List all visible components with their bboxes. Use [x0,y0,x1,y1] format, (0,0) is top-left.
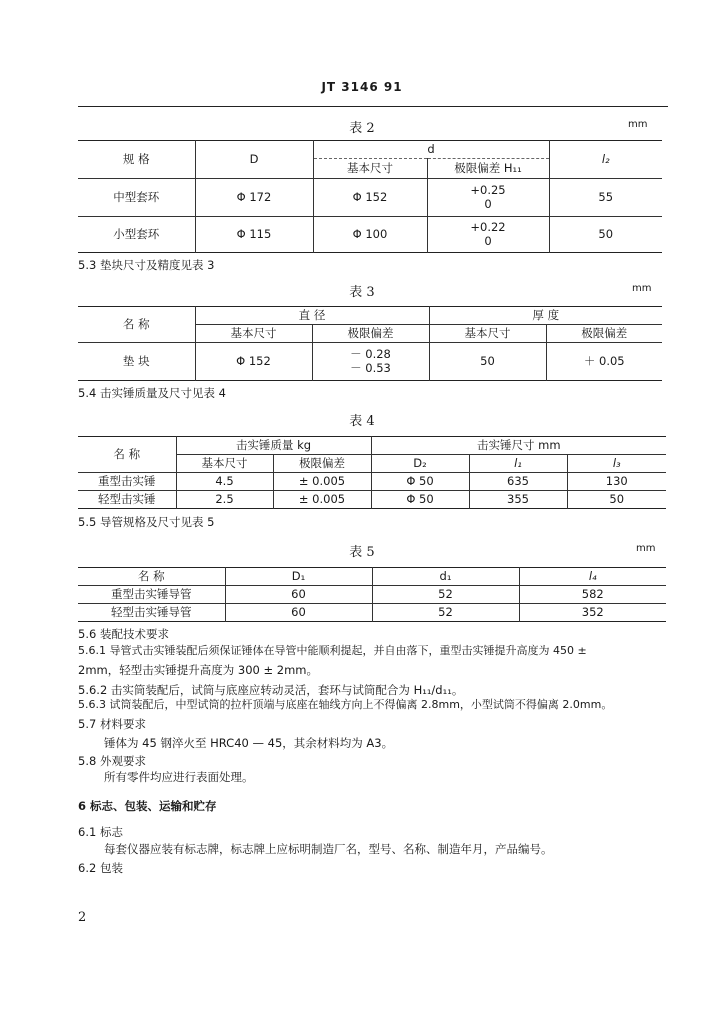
table-row [78,604,666,622]
section-5-8: 5.8 外观要求 [78,754,146,768]
table4-header-size: 击实锤尺寸 mm [371,437,666,455]
table-row [78,217,662,253]
table4-header-l3: l₃ [567,455,666,473]
table5-header-D1: D₁ [225,568,372,586]
table3-title: 表 3 [349,285,375,300]
table2-header-dev: 极限偏差 H₁₁ [427,159,549,179]
table4-header-basic: 基本尺寸 [176,455,273,473]
cell: 重型击实锤导管 [78,586,225,604]
cell: 2.5 [176,491,273,509]
cell: 轻型击实锤 [78,491,176,509]
table3-unit: mm [632,283,652,294]
section-5-8-text: 所有零件均应进行表面处理。 [104,770,254,784]
cell: 352 [519,604,666,622]
cell: 355 [469,491,567,509]
table2-header-spec: 规 格 [78,141,195,179]
section-5-3: 5.3 垫块尺寸及精度见表 3 [78,258,215,272]
header-rule [78,106,668,107]
table2-header-D: D [195,141,313,179]
table3-header-dev2: 极限偏差 [546,325,662,343]
table3-header-thickness: 厚 度 [429,307,662,325]
cell: 垫 块 [78,343,195,381]
cell: 60 [225,586,372,604]
section-5-7: 5.7 材料要求 [78,717,146,731]
cell: Φ 50 [371,473,469,491]
cell: 小型套环 [78,217,195,253]
cell: 中型套环 [78,179,195,217]
cell: 52 [372,604,519,622]
table4-header-l1: l₁ [469,455,567,473]
table5-unit: mm [636,543,656,554]
table-row [78,179,662,217]
table4-header-mass: 击实锤质量 kg [176,437,371,455]
table2-title: 表 2 [349,121,375,136]
cell: 轻型击实锤导管 [78,604,225,622]
cell: 重型击实锤 [78,473,176,491]
table2-header-d: d [313,141,549,159]
section-6-2: 6.2 包装 [78,861,123,875]
cell: 635 [469,473,567,491]
section-5-6-1-line1: 5.6.1 导管式击实锤装配后须保证锤体在导管中能顺利提起，并自由落下，重型击实锤提升高度为 450 ± [78,644,587,657]
table4-header-name: 名 称 [78,437,176,473]
table3-header-diameter: 直 径 [195,307,429,325]
table3-header-basic2: 基本尺寸 [429,325,546,343]
cell: 50 [429,343,546,381]
section-5-6-1-line2: 2mm，轻型击实锤提升高度为 300 ± 2mm。 [78,663,318,677]
cell: Φ 115 [195,217,313,253]
table4-header-D2: D₂ [371,455,469,473]
table3-header-basic1: 基本尺寸 [195,325,312,343]
cell: Φ 152 [195,343,312,381]
table5-header-l4: l₄ [519,568,666,586]
cell: 60 [225,604,372,622]
cell: Φ 100 [313,217,427,253]
section-5-6-3: 5.6.3 试筒装配后，中型试筒的拉杆顶端与底座在轴线方向上不得偏离 2.8mm，小型试筒不得偏离 2.0mm。 [78,698,613,711]
cell: 130 [567,473,666,491]
section-5-4: 5.4 击实锤质量及尺寸见表 4 [78,386,226,400]
table-row [78,343,662,381]
table2-unit: mm [628,119,648,130]
section-5-7-text: 锤体为 45 钢淬火至 HRC40 — 45，其余材料均为 A3。 [104,736,394,750]
cell: 52 [372,586,519,604]
section-5-6-2: 5.6.2 击实筒装配后，试筒与底座应转动灵活，套环与试筒配合为 H₁₁/d₁₁。 [78,683,464,697]
cell: 50 [567,491,666,509]
cell: 4.5 [176,473,273,491]
cell: 50 [549,217,662,253]
cell: Φ 172 [195,179,313,217]
cell: 55 [549,179,662,217]
cell: Φ 50 [371,491,469,509]
cell: Φ 152 [313,179,427,217]
section-6-heading: 6 标志、包装、运输和贮存 [78,799,217,813]
table-row [78,586,666,604]
cell: +0.22 0 [427,217,549,253]
table5 [78,567,666,622]
table2-header-basic: 基本尺寸 [313,159,427,179]
cell: － 0.28 － 0.53 [312,343,429,381]
section-6-1: 6.1 标志 [78,825,123,839]
table-row [78,491,666,509]
table3-header-name: 名 称 [78,307,195,343]
table2 [78,140,662,253]
cell: +0.25 0 [427,179,549,217]
section-5-5: 5.5 导管规格及尺寸见表 5 [78,515,215,529]
table5-header-d1: d₁ [372,568,519,586]
table4-title: 表 4 [349,414,375,429]
table5-title: 表 5 [349,545,375,560]
section-6-1-text: 每套仪器应装有标志牌，标志牌上应标明制造厂名，型号、名称、制造年月，产品编号。 [104,842,553,856]
cell: ± 0.005 [273,491,371,509]
table3 [78,306,662,381]
cell: 582 [519,586,666,604]
page-header: JT 3146 91 [321,80,403,94]
table4-header-dev: 极限偏差 [273,455,371,473]
cell: ＋ 0.05 [546,343,662,381]
table5-header-name: 名 称 [78,568,225,586]
table-row [78,473,666,491]
section-5-6: 5.6 装配技术要求 [78,627,169,641]
page-number: 2 [78,910,87,925]
table4 [78,436,666,509]
table3-header-dev1: 极限偏差 [312,325,429,343]
table2-header-l2: l₂ [549,141,662,179]
cell: ± 0.005 [273,473,371,491]
